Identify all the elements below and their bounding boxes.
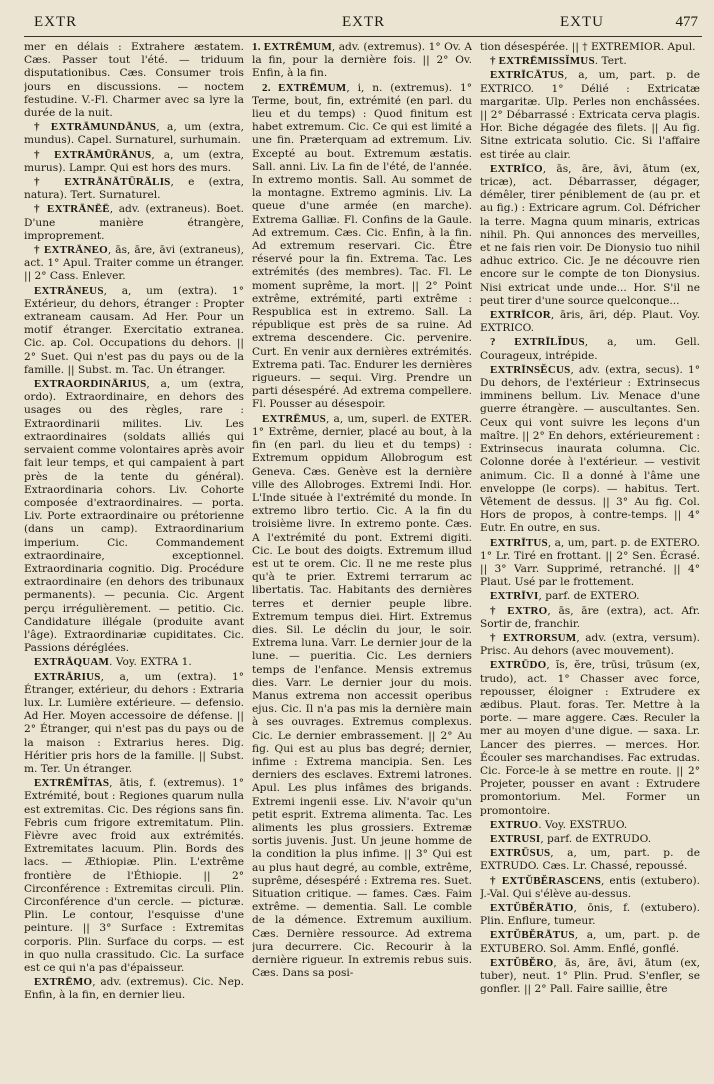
dictionary-entry: EXTRĀNEUS, a, um (extra). 1° Extérieur, du dehors, étranger : Propter extraneam causam. Ad Her. Pour un motif étranger. Exercitatio extranea. Cic. ap. Col. Occupations du dehors. || 2° Suet. Qui n'est pas du pays ou de la famille. || Subst. m. Tac. Un étranger. [24,284,244,376]
dictionary-entry: EXTRĪVI, parf. de EXTERO. [490,590,640,603]
dictionary-entry: EXTRĀRIUS, a, um (extra). 1° Étranger, extérieur, du dehors : Extraria lux. Lr. Lumière extérieure. — defensio. Ad Her. Moyen accessoire de défense. || 2° Étranger, qui n'est pas du pays ou de la maison : Extrarius heres. Dig. Héritier pris hors de la famille. || Subst. m. Ter. Un étranger. [24,670,244,775]
column-2 [252,41,472,1071]
dictionary-entry: mer en délais : Extrahere æstatem. Cæs. Passer tout l'été. — triduum disputationibus. Cæs. Consumer trois jours en discussions. — noctem festudine. V.-Fl. Charmer avec sa lyre la durée de la nuit. [24,41,244,120]
dictionary-entry: EXTRĪCĀTUS, a, um, part. p. de EXTRICO. 1° Délié : Extricatæ margaritæ. Ulp. Perles non enchâssées. || 2° Débarrassé : Extricata cerva plagis. Hor. Biche dégagée des filets. || Au fig. Sitne extricata solutio. Cic. Si l'affaire est tirée au clair. [480,69,700,161]
dictionary-entry: EXTRAORDINĀRIUS, a, um (extra, ordo). Extraordinaire, en dehors des usages ou des règles, rare : Extraordinarii milites. Liv. Les extraordinaires (soldats alliés qui servaient comme volontaires après avoir fait leur temps, et qui campaient à part près de la tente du général). Extraordinaria cohors. Liv. Cohorte composée d'extraordinaires. — porta. Liv. Porte extraordinaire ou prétorienne (dans un camp). Extraordinarium imperium. Cic. Commandement extraordinaire, exceptionnel. Extraordinaria cognitio. Dig. Procédure extraordinaire (en dehors des tribunaux permanents). — pecunia. Cic. Argent perçu irrégulièrement. — petitio. Cic. Candidature illégale (produite avant l'âge). Extraordinariæ cupiditates. Cic. Passions déréglées. [24,378,244,655]
running-head-left: EXTR [34,14,78,30]
dictionary-entry: † EXTRĀNĀTŪRĀLIS, e (extra, natura). Tert. Surnaturel. [24,176,244,202]
dictionary-entry: EXTRĪTUS, a, um, part. p. de EXTERO. 1° Lr. Tiré en frottant. || 2° Sen. Écrasé. || 3° Varr. Supprimé, retranché. || 4° Plaut. Usé par le frottement. [480,536,700,589]
dictionary-entry: EXTRĪCO, ās, āre, āvi, ātum (ex, tricæ), act. Débarrasser, dégager, démêler, tirer péniblement de (au pr. et au fig.) : Extricare agrum. Col. Défricher la terre. Magna quum minaris, extricas nihil. Ph. Qui annonces des merveilles, et ne fais rien voir. De Dionysio tuo nihil adhuc extrico. Cic. Je ne découvre rien encore sur le compte de ton Dionysius. Nisi extricat unde unde... Hor. S'il ne peut tirer d'une source quelconque... [480,162,700,307]
dictionary-entry: EXTŬBĔRĀTIO, ōnis, f. (extubero). Plin. Enflure, tumeur. [480,902,700,928]
columns [24,41,702,1071]
column-1 [24,41,244,1071]
dictionary-entry: EXTŬBĔRO, ās, āre, āvi, ātum (ex, tuber), neut. 1° Plin. Prud. S'enfler, se gonfler. || 2° Pall. Faire saillie, être [480,956,700,996]
page-header [24,10,702,37]
dictionary-entry: EXTRŪSUS, a, um, part. p. de EXTRUDO. Cæs. Lr. Chassé, repoussé. [480,847,700,873]
running-head-right: EXTU [560,14,604,30]
dictionary-entry: EXTRĀQUAM. Voy. EXTRA 1. [34,656,192,669]
dictionary-entry: EXTŬBĔRĀTUS, a, um, part. p. de EXTUBERO. Sol. Amm. Enflé, gonflé. [480,929,700,955]
dictionary-entry: † EXTRO, ās, āre (extra), act. Afr. Sortir de, franchir. [480,604,700,630]
dictionary-entry: ? EXTRĪLĬDUS, a, um. Gell. Courageux, intrépide. [480,336,700,362]
dictionary-entry: † EXTRORSUM, adv. (extra, versum). Prisc. Au dehors (avec mouvement). [480,631,700,658]
running-head-center: EXTR [342,14,386,30]
dictionary-entry: EXTRĒMUS, a, um, superl. de EXTER. 1° Extrême, dernier, placé au bout, à la fin (en parl. du lieu et du temps) : Extremum oppidum Allobrogum est Geneva. Cæs. Genève est la dernière ville des Allobroges. Extremi Indi. Hor. L'Inde située à l'extrémité du monde. In extremo libro tertio. Cic. A la fin du troisième livre. In extremo ponte. Cæs. A l'extrémité du pont. Extremi digiti. Cic. Le bout des doigts. Extremum illud est ut te orem. Cic. Il ne me reste plus qu'à te prier. Extremi terrarum ac libertatis. Tac. Habitants des dernières terres et dernier peuple libre. Extremum tempus diei. Hirt. Extremus dies. Sil. Le déclin du jour, le soir. Extrema luna. Varr. Le dernier jour de la lune. — pueritia. Cic. Les derniers temps de l'enfance. Mensis extremus dies. Varr. Le dernier jour du mois. Manus extrema non accessit operibus ejus. Cic. Il n'a pas mis la dernière main à ses ouvrages. Extremus complexus. Cic. Le dernier embrassement. || 2° Au fig. Qui est au plus bas degré; dernier, infime : Extrema mancipia. Sen. Les derniers des esclaves. Extremi latrones. Apul. Les plus infâmes des brigands. Extremi ingenii esse. Liv. N'avoir qu'un petit esprit. Extrema alimenta. Tac. Les aliments les plus grossiers. Extremæ sortis juvenis. Just. Un jeune homme de la condition la plus infime. || 3° Qui est au plus haut degré, au comble, extrême, suprême, désespéré : Extrema res. Suet. Situation critique. — fames. Cæs. Faim extrême. — dementia. Sall. Le comble de la démence. Extremum auxilium. Cæs. Dernière ressource. Ad extrema jura decurrere. Cic. Recourir à la dernière rigueur. In extremis rebus suis. Cæs. Dans sa posi- [252,412,472,980]
dictionary-entry: 1. EXTRĒMUM, adv. (extremus). 1° Ov. A la fin, pour la dernière fois. || 2° Ov. Enfin, à la fin. [252,41,472,80]
dictionary-entry: EXTRĒMĬTAS, ātis, f. (extremus). 1° Extrémité, bout : Regiones quarum nulla est extremitas. Cic. Des régions sans fin. Febris cum frigore extremitatum. Plin. Fièvre avec froid aux extrémités. Extremitates lacuum. Plin. Bords des lacs. — Æthiopiæ. Plin. L'extrême frontière de l'Éthiopie. || 2° Circonférence : Extremitas circuli. Plin. Circonférence d'un cercle. — picturæ. Plin. Le contour, l'esquisse d'une peinture. || 3° Surface : Extremitas corporis. Plin. Surface du corps. — est in quo nulla crassitudo. Cic. La surface est ce qui n'a pas d'épaisseur. [24,777,244,975]
column-3 [480,41,700,1071]
dictionary-entry: tion désespérée. || † EXTREMIOR. Apul. [480,41,696,53]
dictionary-entry: † EXTRĒMISSĬMUS. Tert. [490,55,627,68]
dictionary-entry: EXTRĒMO, adv. (extremus). Cic. Nep. Enfin, à la fin, en dernier lieu. [24,976,244,1002]
dictionary-entry: † EXTRĀNEO, ās, āre, āvi (extraneus), act. 1° Apul. Traiter comme un étranger. || 2° Cass. Enlever. [24,244,244,283]
dictionary-entry: † EXTRĀMUNDĀNUS, a, um (extra, mundus). Capel. Surnaturel, surhumain. [24,121,244,147]
dictionary-entry: EXTRUO. Voy. EXSTRUO. [490,818,628,831]
dictionary-entry: EXTRĪCOR, āris, āri, dép. Plaut. Voy. EXTRICO. [480,309,700,335]
dictionary-entry: EXTRUSI, parf. de EXTRUDO. [490,832,652,845]
dictionary-entry: EXTRŪDO, ĭs, ĕre, trūsi, trūsum (ex, trudo), act. 1° Chasser avec force, repousser, éloigner : Extrudere ex ædibus. Plaut. foras. Ter. Mettre à la porte. — mare aggere. Cæs. Reculer la mer au moyen d'une digue. — saxa. Lr. Lancer des pierres. — merces. Hor. Écouler ses marchandises. Fac extrudas. Cic. Force-le à se mettre en route. || 2° Projeter, pousser en avant : Extrudere promontorium. Mel. Former un promontoire. [480,659,700,817]
dictionary-entry: † EXTRĀNĒĒ, adv. (extraneus). Boet. D'une manière étrangère, improprement. [24,203,244,242]
dictionary-entry: † EXTŬBĔRASCENS, entis (extubero). J.-Val. Qui s'élève au-dessus. [480,874,700,900]
page-number: 477 [675,14,698,30]
dictionary-entry: EXTRĪNSĔCUS, adv. (extra, secus). 1° Du dehors, de l'extérieur : Extrinsecus imminens bellum. Liv. Menace d'une guerre étrangère. — auscultantes. Sen. Ceux qui vont suivre les leçons d'un maître. || 2° En dehors, extérieurement : Extrinsecus inaurata columna. Cic. Colonne dorée à l'extérieur. — vestivit animum. Cic. Il a donné à l'âme une enveloppe (le corps). — habitus. Tert. Vêtement de dessus. || 3° Au fig. Col. Hors de propos, à contre-temps. || 4° Eutr. En outre, en sus. [480,363,700,535]
dictionary-entry: 2. EXTRĒMUM, i, n. (extremus). 1° Terme, bout, fin, extrémité (en parl. du lieu et du temps) : Quod finitum est habet extremum. Cic. Ce qui est limité a une fin. Præterquam ad extremum. Liv. Excepté au bout. Extremum æstatis. Sall. anni. Liv. La fin de l'été, de l'année. In extremo montis. Sall. Au sommet de la montagne. Extremo agminis. Liv. La queue d'une armée (en marche). Extrema Galliæ. Fl. Confins de la Gaule. Ad extremum. Cæs. Cic. Enfin, à la fin. Ad extremum reservari. Cic. Être réservé pour la fin. Extrema. Tac. Les extrémités (des membres). Tac. Fl. Le moment suprême, la mort. || 2° Point extrême, extrémité, parti extrême : Respublica est in extremo. Sall. La république est près de sa ruine. Ad extrema descendere. Cic. pervenire. Curt. En venir aux dernières extrémités. Extrema pati. Tac. Endurer les dernières rigueurs. — sequi. Virg. Prendre un parti désespéré. Ad extrema compellere. Fl. Pousser au désespoir. [252,81,472,411]
dictionary-entry: † EXTRĀMŪRĀNUS, a, um (extra, murus). Lampr. Qui est hors des murs. [24,148,244,174]
